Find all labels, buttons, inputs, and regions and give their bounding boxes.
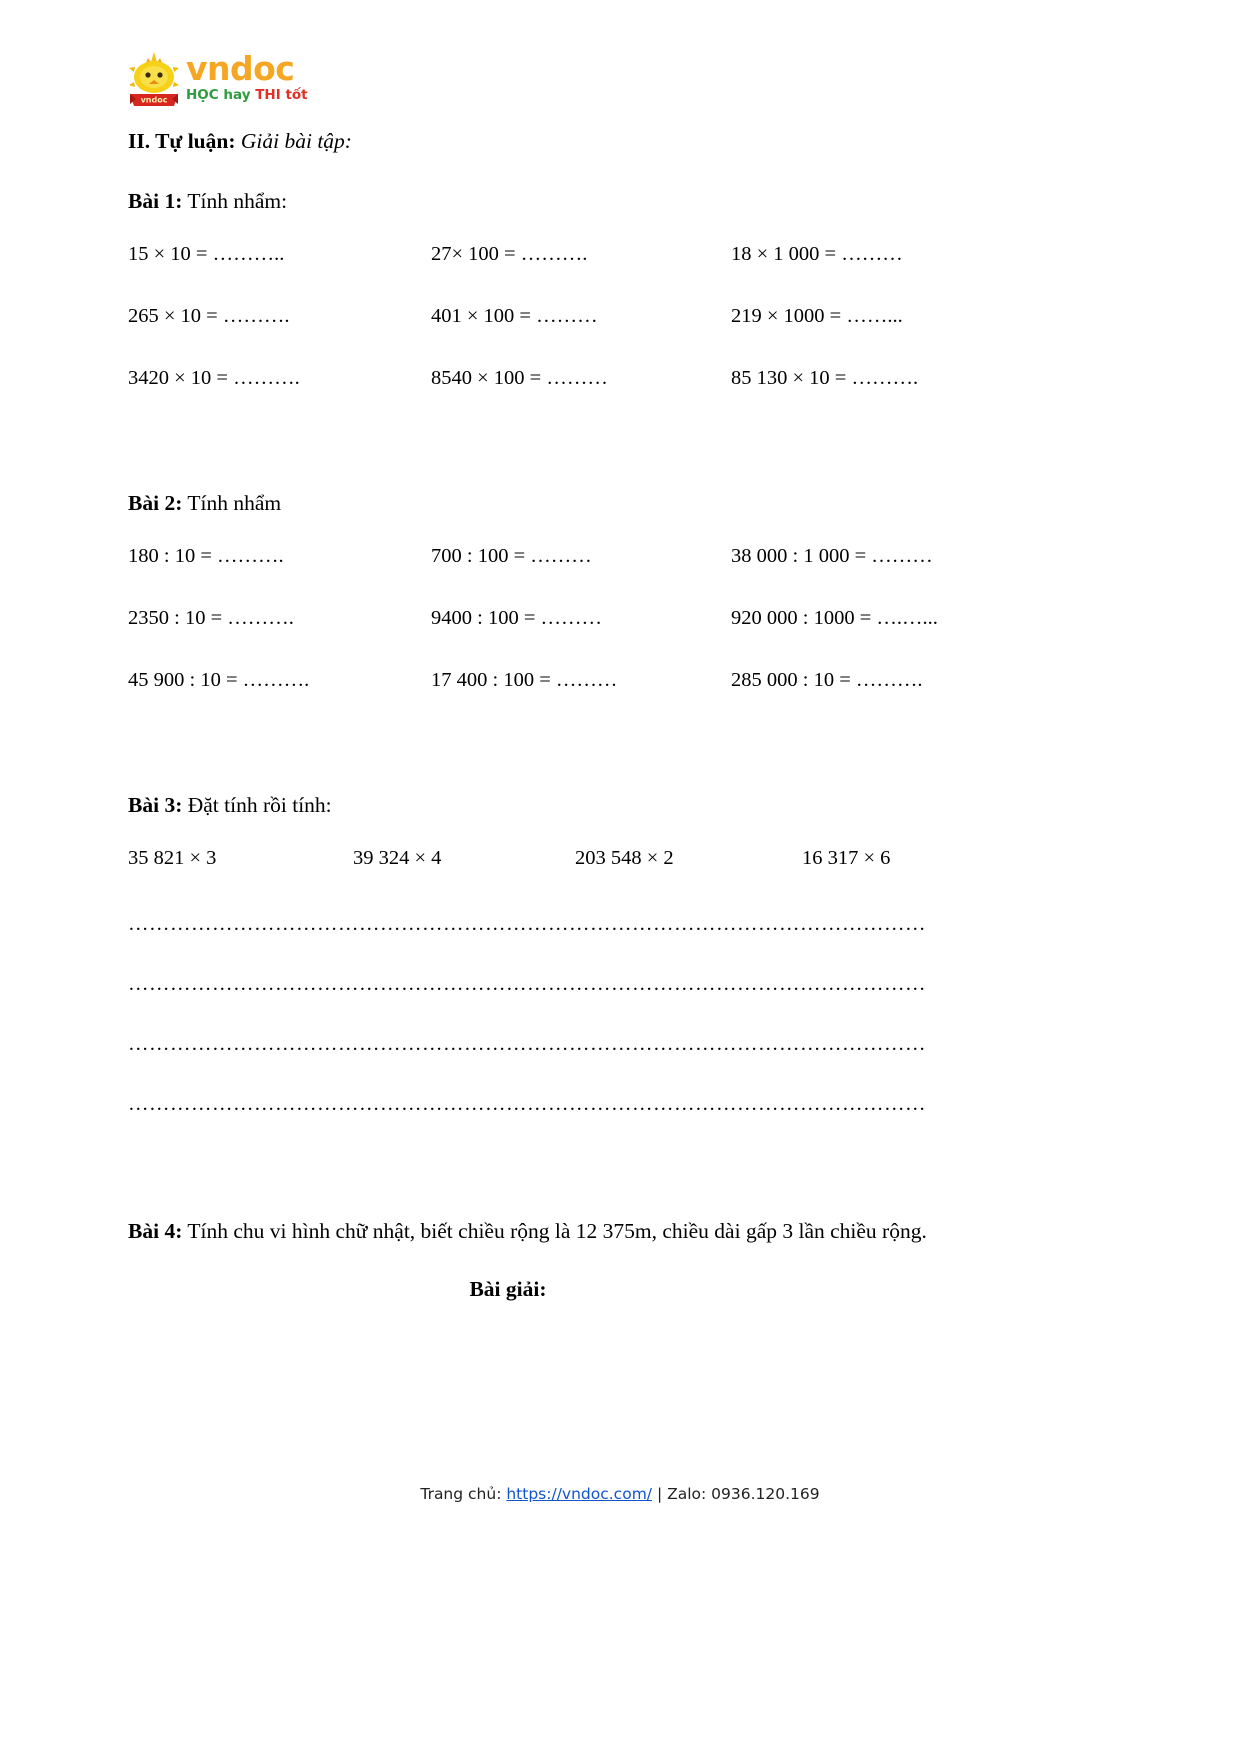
expression-item: 16 317 × 6 [802,847,891,869]
spacer [128,428,1003,490]
logo-tagline-thi: THI [255,87,281,103]
section-heading [128,128,1003,154]
exercise-1-row-3 [128,366,1003,390]
logo-wordmark: vndoc [186,49,295,88]
problem-item: 17 400 : 100 = ……… [431,669,618,691]
footer-website-link[interactable]: https://vndoc.com/ [506,1485,653,1503]
vndoc-logo [128,50,308,108]
exercise-3-label: Bài 3: [128,793,183,817]
exercise-2-row-1 [128,544,1003,568]
problem-item: 38 000 : 1 000 = ……… [731,545,933,567]
expression-item: 39 324 × 4 [353,847,442,869]
exercise-1-label: Bài 1: [128,189,183,213]
problem-item: 9400 : 100 = ……… [431,607,603,629]
exercise-1-prompt: Tính nhẩm: [187,189,288,213]
answer-line: …………………………………………………………………………………………………… [128,973,926,995]
worksheet-content [128,128,1003,1302]
exercise-2-row-2 [128,606,1003,630]
problem-item: 285 000 : 10 = ………. [731,669,923,691]
solution-heading: Bài giải: [469,1277,547,1301]
section-subtitle: Giải bài tập: [240,129,352,153]
exercise-4-prompt: Tính chu vi hình chữ nhật, biết chiều rộng là 12 375m, chiều dài gấp 3 lần chiều rộng. [187,1219,927,1243]
spacer [128,730,1003,792]
problem-item: 920 000 : 1000 = ….…... [731,607,938,629]
answer-line: …………………………………………………………………………………………………… [128,1033,926,1055]
exercise-1-title [128,188,1003,214]
exercise-4-label: Bài 4: [128,1219,183,1243]
problem-item: 3420 × 10 = ………. [128,367,300,389]
exercise-2-row-3 [128,668,1003,692]
logo-tagline [186,87,308,103]
problem-item: 219 × 1000 = ……... [731,305,903,327]
logo-tagline-hay: hay [223,87,251,103]
exercise-1-row-1 [128,242,1003,266]
logo-tagline-tot: tốt [285,87,308,103]
footer-suffix: | Zalo: 0936.120.169 [652,1485,820,1503]
svg-text:vndoc: vndoc [140,95,168,105]
expression-item: 35 821 × 3 [128,847,217,869]
exercise-3-expressions [128,846,1003,870]
expression-item: 203 548 × 2 [575,847,674,869]
exercise-2-label: Bài 2: [128,491,183,515]
exercise-2-prompt: Tính nhẩm [187,491,282,515]
problem-item: 2350 : 10 = ………. [128,607,294,629]
answer-line: …………………………………………………………………………………………………… [128,913,926,935]
problem-item: 8540 × 100 = ……… [431,367,608,389]
footer-prefix: Trang chủ: [420,1485,507,1503]
exercise-2-title [128,490,1003,516]
exercise-4-title [128,1214,1003,1248]
logo-tagline-hoc: HỌC [186,87,219,103]
problem-item: 18 × 1 000 = ……… [731,243,903,265]
section-number: II. Tự luận: [128,129,236,153]
page-footer [0,1484,1240,1504]
vndoc-mascot-icon [128,50,180,108]
exercise-3-title [128,792,1003,818]
problem-item: 401 × 100 = ……… [431,305,598,327]
exercise-3-prompt: Đặt tính rồi tính: [187,793,332,817]
problem-item: 265 × 10 = ………. [128,305,290,327]
problem-item: 45 900 : 10 = ………. [128,669,310,691]
problem-item: 700 : 100 = ……… [431,545,592,567]
spacer [128,1152,1003,1214]
problem-item: 180 : 10 = ………. [128,545,284,567]
problem-item: 15 × 10 = ……….. [128,243,285,265]
answer-line: …………………………………………………………………………………………………… [128,1093,926,1115]
problem-item: 85 130 × 10 = ………. [731,367,919,389]
exercise-1-row-2 [128,304,1003,328]
problem-item: 27× 100 = ………. [431,243,588,265]
